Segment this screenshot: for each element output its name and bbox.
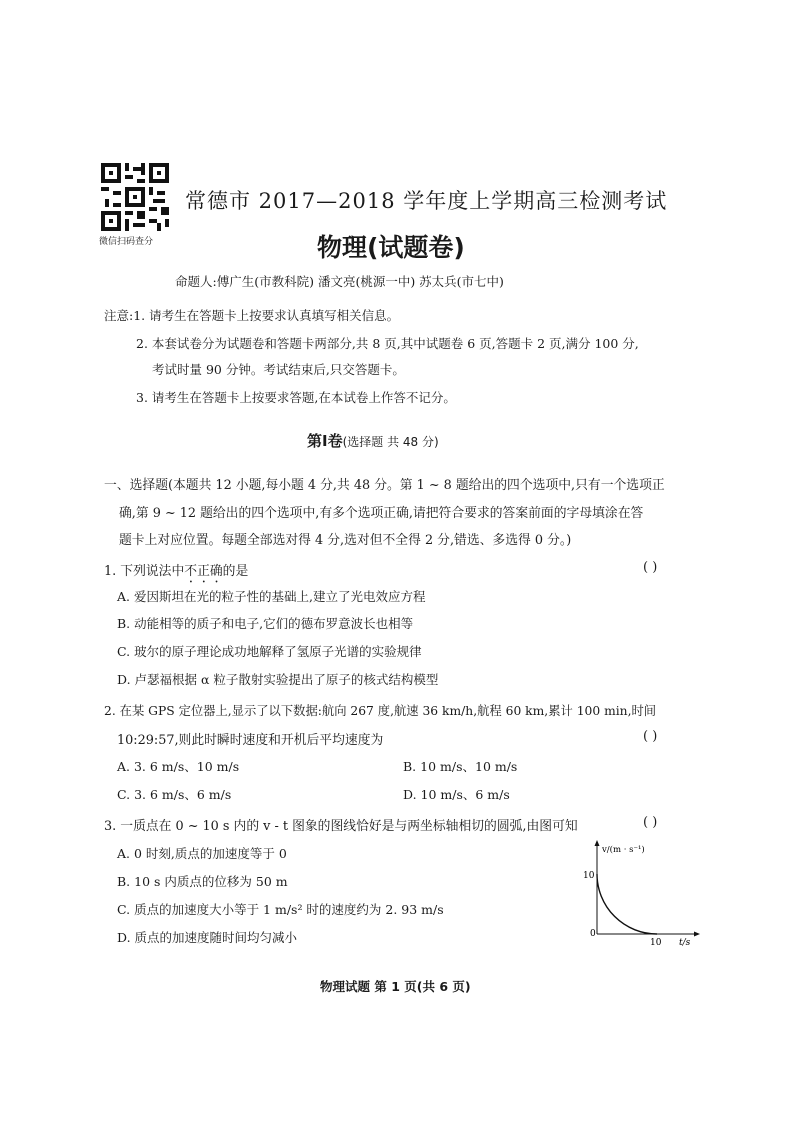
q2-answer-paren: ( ) (643, 729, 658, 744)
notice-item-1 (104, 306, 399, 324)
q2-option-c: C. 3. 6 m/s、6 m/s (117, 787, 232, 802)
authors-line: 命题人:傅广生(市教科院) 潘文亮(桃源一中) 苏太兵(市七中) (175, 274, 504, 289)
q1-stem (104, 560, 248, 586)
instructions-line-1: 一、选择题(本题共 12 小题,每小题 4 分,共 48 分。第 1 ~ 8 题给出的四个选项中,只有一个选项正 (104, 478, 665, 493)
section-name: 第Ⅰ卷 (307, 432, 343, 450)
notice-text: 1. 请考生在答题卡上按要求认真填写相关信息。 (133, 308, 400, 323)
notice-item-2: 2. 本套试卷分为试题卷和答题卡两部分,共 8 页,其中试题卷 6 页,答题卡 2 页,满分 100 分, (136, 336, 639, 351)
vt-graph (582, 838, 702, 948)
notice-lead: 注意: (104, 308, 134, 323)
q1-stem-emphasis: 不正确 (184, 564, 223, 579)
vt-curve-arc (597, 874, 657, 934)
x-axis-arrow (694, 932, 700, 937)
x-tick-label: 10 (650, 938, 662, 948)
qr-caption: 微信扫码查分 (99, 237, 154, 247)
q1-option-a: A. 爱因斯坦在光的粒子性的基础上,建立了光电效应方程 (117, 589, 426, 604)
q3-option-a: A. 0 时刻,质点的加速度等于 0 (117, 846, 287, 861)
instructions-line-2: 确,第 9 ~ 12 题给出的四个选项中,有多个选项正确,请把符合要求的答案前面的字母填涂在答 (119, 506, 644, 521)
x-axis-label: t/s (679, 938, 691, 948)
q1-option-c: C. 玻尔的原子理论成功地解释了氢原子光谱的实验规律 (117, 644, 422, 659)
q3-option-d: D. 质点的加速度随时间均匀减小 (117, 930, 298, 945)
exam-title: 常德市 2017—2018 学年度上学期高三检测考试 (185, 189, 668, 213)
notice-item-2-cont: 考试时量 90 分钟。考试结束后,只交答题卡。 (152, 362, 405, 377)
q3-answer-paren: ( ) (643, 815, 658, 830)
instructions-line-3: 题卡上对应位置。每题全部选对得 4 分,选对但不全得 2 分,错选、多选得 0 分。) (119, 533, 572, 548)
y-axis-label: v/(m · s⁻¹) (602, 845, 645, 855)
q1-stem-a: 1. 下列说法中 (104, 564, 185, 579)
q2-option-a: A. 3. 6 m/s、10 m/s (117, 759, 240, 774)
notice-item-3: 3. 请考生在答题卡上按要求答题,在本试卷上作答不记分。 (136, 390, 456, 405)
origin-label: 0 (590, 929, 596, 939)
section-subtitle: (选择题 共 48 分) (342, 435, 439, 449)
q2-option-d: D. 10 m/s、6 m/s (403, 787, 510, 802)
q2-option-b: B. 10 m/s、10 m/s (403, 759, 518, 774)
y-axis-arrow (595, 840, 600, 846)
page-footer: 物理试题 第 1 页(共 6 页) (320, 979, 471, 994)
subject-title: 物理(试题卷) (317, 233, 465, 262)
q1-answer-paren: ( ) (643, 560, 658, 575)
q3-option-c: C. 质点的加速度大小等于 1 m/s² 时的速度约为 2. 93 m/s (117, 902, 444, 917)
q3-option-b: B. 10 s 内质点的位移为 50 m (117, 874, 288, 889)
q2-stem-line-1: 2. 在某 GPS 定位器上,显示了以下数据:航向 267 度,航速 36 km/h,航程 60 km,累计 100 min,时间 (104, 704, 657, 718)
q2-stem-line-2: 10:29:57,则此时瞬时速度和开机后平均速度为 (117, 733, 384, 748)
q3-stem: 3. 一质点在 0 ~ 10 s 内的 v - t 图象的图线恰好是与两坐标轴相切的圆弧,由图可知 (104, 819, 578, 834)
qr-code[interactable] (101, 163, 169, 231)
q1-option-d: D. 卢瑟福根据 α 粒子散射实验提出了原子的核式结构模型 (117, 672, 439, 687)
q1-option-b: B. 动能相等的质子和电子,它们的德布罗意波长也相等 (117, 616, 414, 631)
section-title (307, 430, 439, 451)
y-tick-label: 10 (583, 871, 595, 881)
q1-stem-b: 的是 (222, 564, 249, 579)
